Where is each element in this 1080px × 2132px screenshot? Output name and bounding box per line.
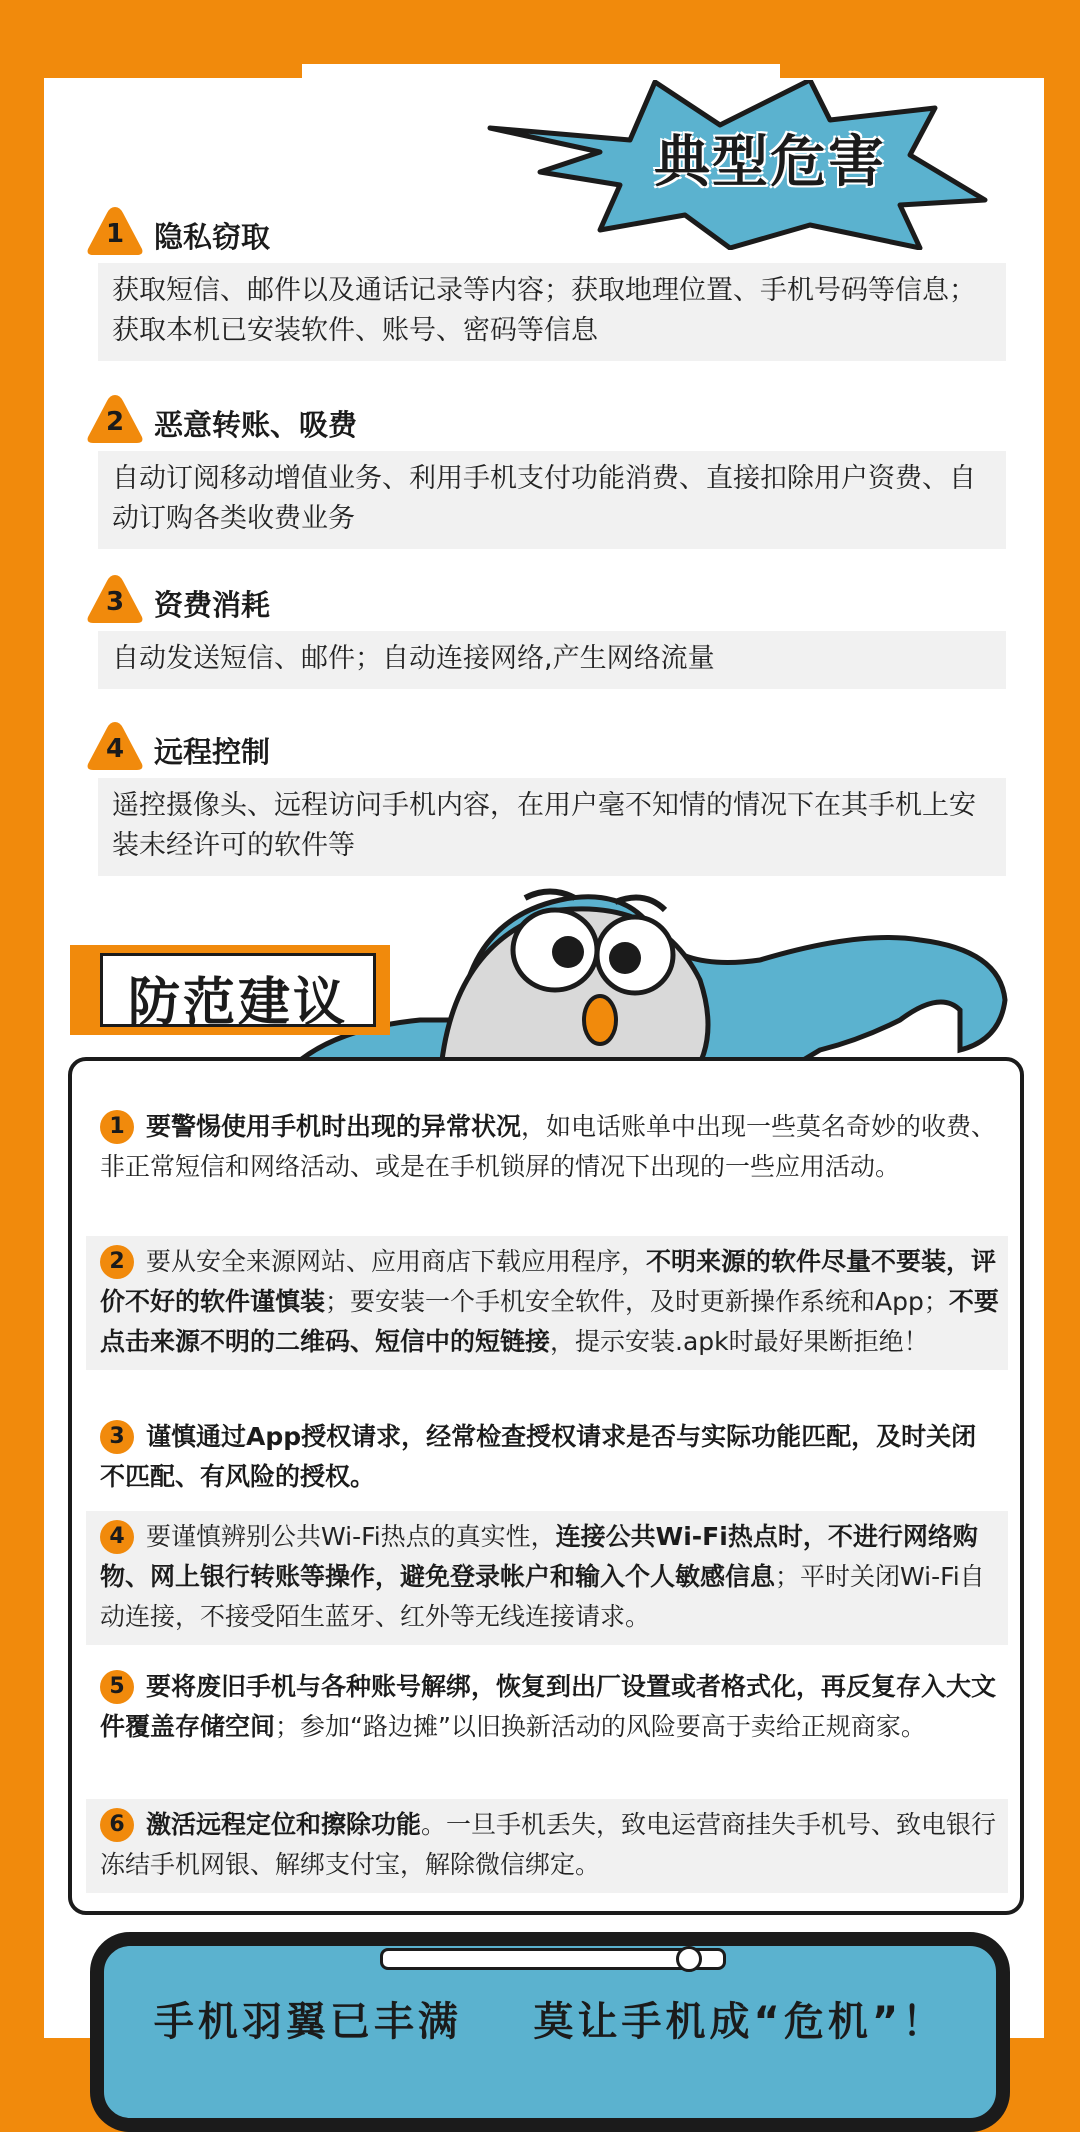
hazard-number: 4 xyxy=(105,734,125,764)
advice-tip xyxy=(86,1101,1008,1195)
number-badge-icon xyxy=(86,393,144,445)
tip-text-bold: 激活远程定位和擦除功能 xyxy=(146,1810,422,1839)
tip-text: ；平时关闭Wi-Fi自动连接，不接受陌生蓝牙、红外等无线连接请求。 xyxy=(100,1562,985,1631)
tip-text-bold: 谨慎通过App授权请求，经常检查授权请求是否与实际功能匹配，及时关闭不匹配、有风险的授权。 xyxy=(100,1422,977,1491)
tip-number: 4 xyxy=(100,1520,134,1554)
tip-text: 要从安全来源网站、应用商店下载应用程序， xyxy=(146,1247,647,1276)
hazard-title: 隐私窃取 xyxy=(154,220,271,254)
number-badge-icon xyxy=(86,573,144,625)
tip-text-bold: 连接公共Wi-Fi热点时，不进行网络购物、网上银行转账等操作，避免登录帐户和输入个人敏感信息 xyxy=(100,1522,978,1591)
tip-number: 1 xyxy=(100,1110,134,1144)
hazard-desc: 自动订阅移动增值业务、利用手机支付功能消费、直接扣除用户资费、自动订购各类收费业务 xyxy=(98,451,1006,549)
footer-slogan: 手机羽翼已丰满 莫让手机成“危机”！ xyxy=(153,1999,947,2045)
advice-tip xyxy=(86,1799,1008,1893)
tip-text: ；参加“路边摊”以旧换新活动的风险要高于卖给正规商家。 xyxy=(275,1712,926,1741)
hazard-item xyxy=(86,573,1006,689)
phone-speaker-icon xyxy=(380,1948,726,1970)
hazard-item xyxy=(86,393,1006,549)
advice-tip xyxy=(86,1411,1008,1505)
tip-number: 3 xyxy=(100,1420,134,1454)
number-badge-icon xyxy=(86,720,144,772)
advice-tip xyxy=(86,1511,1008,1645)
tip-text-bold: 不要点击来源不明的二维码、短信中的短链接 xyxy=(100,1287,999,1356)
tip-number: 2 xyxy=(100,1245,134,1279)
hazard-number: 1 xyxy=(105,219,125,249)
hazard-item xyxy=(86,720,1006,876)
hazard-title: 恶意转账、吸费 xyxy=(154,408,358,442)
tip-text-bold: 不明来源的软件尽量不要装，评价不好的软件谨慎装 xyxy=(100,1247,997,1316)
tip-text: 要谨慎辨别公共Wi-Fi热点的真实性， xyxy=(146,1522,556,1551)
tip-text: 。一旦手机丢失，致电运营商挂失手机号、致电银行冻结手机网银、解绑支付宝，解除微信绑定。 xyxy=(100,1810,997,1879)
advice-title: 防范建议 xyxy=(127,973,348,1033)
tip-text-bold: 要警惕使用手机时出现的异常状况 xyxy=(146,1112,522,1141)
tip-number: 6 xyxy=(100,1808,134,1842)
tip-number: 5 xyxy=(100,1670,134,1704)
hazard-number: 3 xyxy=(105,587,125,617)
hazard-desc: 获取短信、邮件以及通话记录等内容；获取地理位置、手机号码等信息；获取本机已安装软件、账号、密码等信息 xyxy=(98,263,1006,361)
mascot-icon xyxy=(300,880,1020,1080)
advice-tip xyxy=(86,1236,1008,1370)
advice-card xyxy=(68,1057,1024,1915)
page-title: 典型危害 xyxy=(654,130,886,195)
hazard-number: 2 xyxy=(105,407,125,437)
hazard-item xyxy=(86,205,1006,361)
tip-text: ，如电话账单中出现一些莫名奇妙的收费、非正常短信和网络活动、或是在手机锁屏的情况下出现的一些应用活动。 xyxy=(100,1112,997,1181)
hazard-desc: 遥控摄像头、远程访问手机内容，在用户毫不知情的情况下在其手机上安装未经许可的软件等 xyxy=(98,778,1006,876)
phone-camera-icon xyxy=(676,1946,702,1972)
hazard-title: 远程控制 xyxy=(154,735,271,769)
number-badge-icon xyxy=(86,205,144,257)
advice-banner xyxy=(70,945,390,1035)
tip-text: ；要安装一个手机安全软件，及时更新操作系统和App； xyxy=(325,1287,949,1316)
advice-tip xyxy=(86,1661,1008,1755)
hazard-desc: 自动发送短信、邮件；自动连接网络,产生网络流量 xyxy=(98,631,1006,689)
tip-text: ，提示安装.apk时最好果断拒绝！ xyxy=(550,1327,929,1356)
hazard-title: 资费消耗 xyxy=(154,588,271,622)
tip-text-bold: 要将废旧手机与各种账号解绑，恢复到出厂设置或者格式化，再反复存入大文件覆盖存储空间 xyxy=(100,1672,997,1741)
